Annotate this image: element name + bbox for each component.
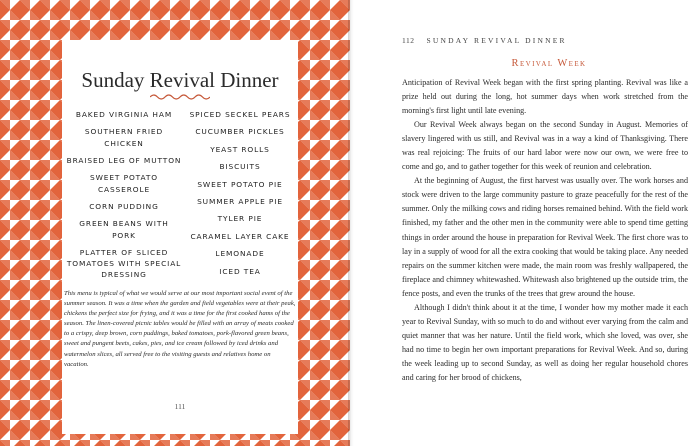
page-number-left: 111 xyxy=(174,402,186,411)
decorative-squiggle-icon xyxy=(150,93,210,101)
page-number-right: 112 xyxy=(402,36,415,45)
menu-item: SOUTHERN FRIED CHICKEN xyxy=(84,127,164,148)
menu-item: SWEET POTATO PIE xyxy=(197,179,283,189)
menu-item: PLATTER OF SLICED TOMATOES WITH SPECIAL DRESSING xyxy=(66,247,182,280)
menu-item: SWEET POTATO CASSEROLE xyxy=(89,173,159,194)
running-head-title: SUNDAY REVIVAL DINNER xyxy=(426,36,567,45)
menu-item: CUCUMBER PICKLES xyxy=(195,127,285,137)
menu-item: GREEN BEANS WITH PORK xyxy=(79,219,169,240)
section-title: Revival Week xyxy=(511,58,587,69)
body-text xyxy=(402,76,688,385)
menu-item: BISCUITS xyxy=(219,162,261,172)
menu-title: Sunday Revival Dinner xyxy=(81,68,279,92)
menu-item: TYLER PIE xyxy=(217,214,263,224)
menu-item: BAKED VIRGINIA HAM xyxy=(75,110,173,119)
paragraph: Our Revival Week always began on the second Sunday in August. Memories of slavery lingered with us still, and Revival was in a way a kind of Thanksgiving. There was real rejoicing: The fruits of our hard labor were now our own, we were free to come and go, and to gather together for this week of reunion and celebration. xyxy=(402,120,688,172)
menu-item: CORN PUDDING xyxy=(89,201,159,211)
menu-item: BRAISED LEG OF MUTTON xyxy=(66,155,182,165)
paragraph: Anticipation of Revival Week began with the first spring planting. Revival was like a prize held out during the long, hot summer days when work stretched from the morning's first light until late evening. xyxy=(402,78,688,116)
menu-item: SUMMER APPLE PIE xyxy=(197,196,283,206)
menu-item: SPICED SECKEL PEARS xyxy=(189,110,291,119)
running-head xyxy=(402,36,567,45)
paragraph: At the beginning of August, the first harvest was usually over. The work horses and stock were driven to the large community pasture to graze peacefully for the rest of the summer. Only the milking cows and riding horses remained behind. With the field work finished, my father and the other men in the community were able to spend time getting things in order around the house in preparation for Revival Week. The first chore was to lay in a supply of wood for all the extra cooking that would be taking place. Any needed repairs on the summer kitchen were made, the main room was freshly wallpapered, the fireplace and chimney whitewashed. Whitewash also brightened up the outside trim, the fence posts, and even the trunks of the trees that grew around the house. xyxy=(402,176,688,298)
menu-column-left xyxy=(66,109,182,287)
menu-item: CARAMEL LAYER CAKE xyxy=(190,231,290,241)
right-page xyxy=(354,0,700,446)
menu-item: ICED TEA xyxy=(219,266,261,276)
menu-item: LEMONADE xyxy=(215,249,265,259)
menu-card xyxy=(62,40,298,434)
menu-description: This menu is typical of what we would serve at our most important social event of the summer season. It was a time when the garden and field vegetables were at their peak, chickens the perfect size for frying, and it was a time for the first cooked hams of the season. The linen-covered picnic tables would be filled with an array of meats cooked to a crispy, deep brown, corn puddings, baked tomatoes, pork-flavored green beans, sweet and pungent beets, cakes, pies, and ice cream followed by iced drinks and watermelon slices, all served free to the visiting guests and relatives home on vacation. xyxy=(64,290,296,368)
menu-item: YEAST ROLLS xyxy=(210,144,270,154)
paragraph: Although I didn't think about it at the time, I wonder how my mother made it each year to Revival Sunday, with so much to do and without ever varying from the calm and quiet manner that was her nature. Until the field work, which she loved, was over, she had no time to begin her own important preparations for Revival Week. And so, during the week leading up to second Sunday, as well as doing her regular household chores and caring for her brood of chickens, xyxy=(402,302,688,382)
menu-column-right xyxy=(182,109,298,283)
